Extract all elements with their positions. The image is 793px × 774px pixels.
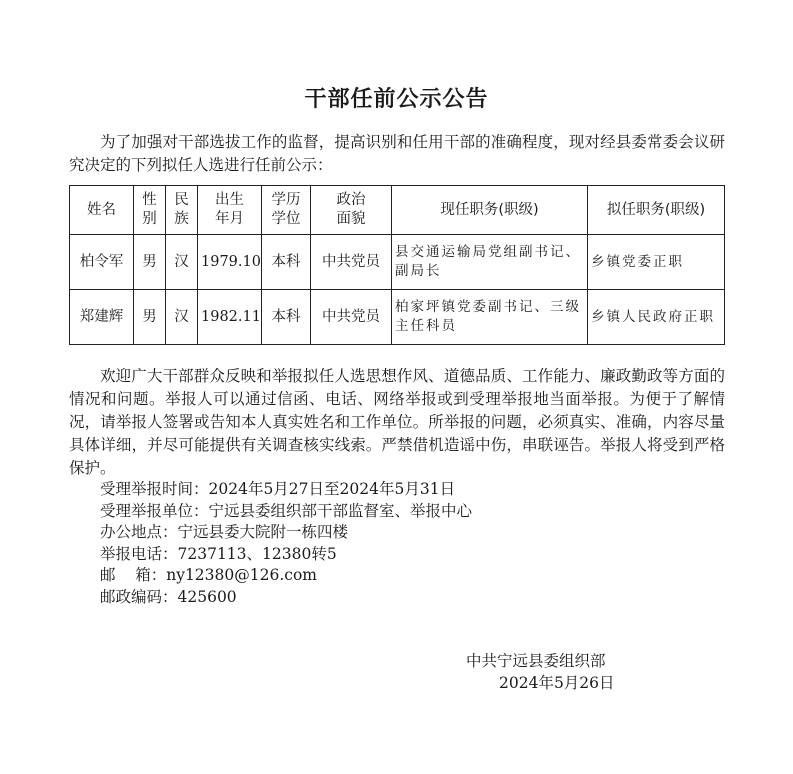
cell-proposed-position: 乡镇党委正职 — [588, 235, 725, 290]
cell-political: 中共党员 — [311, 290, 392, 345]
header-current-position: 现任职务(职级) — [392, 186, 588, 235]
header-birth: 出生 年月 — [198, 186, 262, 235]
cell-ethnicity: 汉 — [166, 235, 198, 290]
cell-name: 郑建辉 — [70, 290, 134, 345]
cell-gender: 男 — [134, 290, 166, 345]
cell-birth: 1982.11 — [198, 290, 262, 345]
postcode: 邮政编码：425600 — [100, 587, 237, 606]
table-header-row — [70, 186, 725, 235]
cell-proposed-position: 乡镇人民政府正职 — [588, 290, 725, 345]
report-unit: 受理举报单位：宁远县委组织部干部监督室、举报中心 — [100, 501, 473, 520]
contact-info — [100, 479, 472, 608]
header-education: 学历 学位 — [262, 186, 311, 235]
cell-political: 中共党员 — [311, 235, 392, 290]
report-phone: 举报电话：7237113、12380转5 — [100, 544, 337, 563]
body-paragraph: 欢迎广大干部群众反映和举报拟任人选思想作风、道德品质、工作能力、廉政勤政等方面的情况和问题。举报人可以通过信函、电话、网络举报或到受理举报地当面举报。为便于了解情况，请举报人签署或告知本人真实姓名和工作单位。所举报的问题，必须真实、准确，内容尽量具体详细，并尽可能提供有关调查核实线索。严禁借机造谣中伤，串联诬告。举报人将受到严格保护。 — [69, 367, 725, 477]
cell-current-position: 县交通运输局党组副书记、副局长 — [392, 235, 588, 290]
header-political: 政治 面貌 — [311, 186, 392, 235]
intro-paragraph: 为了加强对干部选拔工作的监督，提高识别和任用干部的准确程度，现对经县委常委会议研究决定的下列拟任人选进行任前公示： — [69, 133, 725, 174]
page-title: 干部任前公示公告 — [304, 87, 489, 112]
issue-date: 2024年5月26日 — [499, 674, 615, 692]
report-email: 邮 箱：ny12380@126.com — [100, 566, 317, 584]
table-row — [70, 235, 725, 290]
header-name: 姓名 — [70, 186, 134, 235]
cell-ethnicity: 汉 — [166, 290, 198, 345]
cell-education: 本科 — [262, 290, 311, 345]
signature-block — [466, 650, 615, 694]
candidate-table — [69, 185, 725, 345]
header-ethnicity: 民 族 — [166, 186, 198, 235]
header-proposed-position: 拟任职务(职级) — [588, 186, 725, 235]
cell-education: 本科 — [262, 235, 311, 290]
cell-gender: 男 — [134, 235, 166, 290]
report-time: 受理举报时间：2024年5月27日至2024年5月31日 — [100, 480, 456, 498]
cell-name: 柏令军 — [70, 235, 134, 290]
issuing-org: 中共宁远县委组织部 — [466, 652, 606, 670]
cell-birth: 1979.10 — [198, 235, 262, 290]
office-address: 办公地点：宁远县委大院附一栋四楼 — [100, 523, 349, 541]
table-row — [70, 290, 725, 345]
cell-current-position: 柏家坪镇党委副书记、三级主任科员 — [392, 290, 588, 345]
header-gender: 性 别 — [134, 186, 166, 235]
